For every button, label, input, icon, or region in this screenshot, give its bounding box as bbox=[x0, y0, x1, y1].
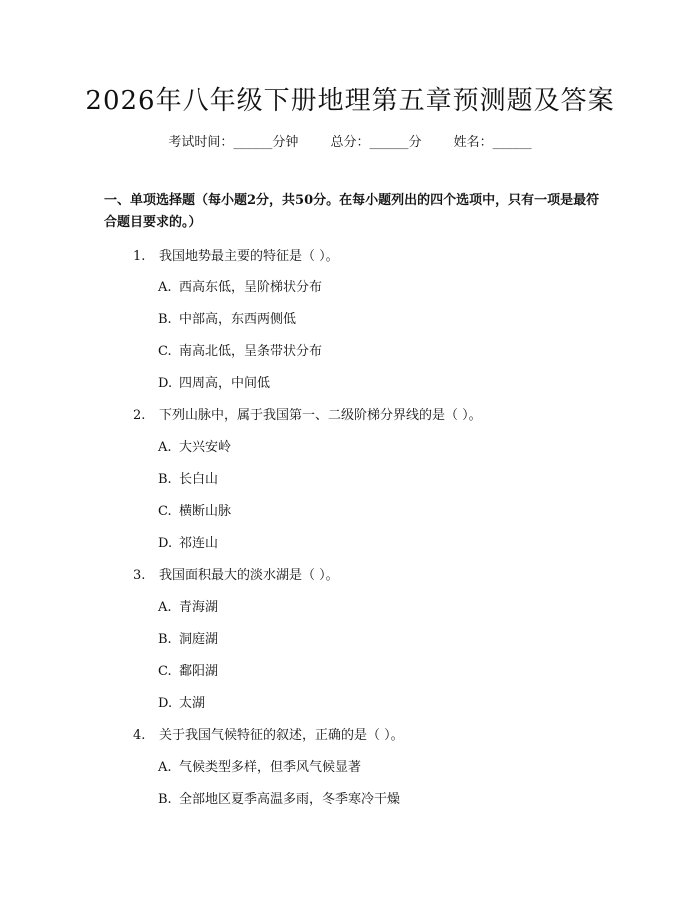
answer-option bbox=[158, 660, 218, 679]
option-label: D. bbox=[158, 696, 173, 711]
answer-option bbox=[158, 308, 296, 327]
question-text: 我国面积最大的淡水湖是（ ）。 bbox=[159, 568, 339, 583]
option-text: 长白山 bbox=[179, 472, 219, 487]
option-label: A. bbox=[158, 440, 172, 455]
option-text: 西高东低，呈阶梯状分布 bbox=[179, 280, 323, 295]
option-text: 横断山脉 bbox=[179, 504, 232, 519]
answer-option bbox=[158, 340, 322, 359]
option-label: D. bbox=[158, 376, 173, 391]
section-heading: 一、单项选择题（每小题2分，共50分。在每小题列出的四个选项中，只有一项是最符合题目要求的。） bbox=[104, 193, 600, 230]
question-text: 关于我国气候特征的叙述，正确的是（ ）。 bbox=[159, 728, 404, 743]
answer-option bbox=[158, 500, 231, 519]
option-text: 全部地区夏季高温多雨，冬季寒冷干燥 bbox=[179, 792, 401, 807]
option-label: A. bbox=[158, 760, 172, 775]
answer-option bbox=[158, 756, 361, 775]
option-text: 祁连山 bbox=[179, 536, 219, 551]
student-name-field: 姓名：______ bbox=[453, 135, 532, 150]
question bbox=[133, 724, 404, 743]
option-text: 青海湖 bbox=[179, 600, 219, 615]
question-number: 4. bbox=[133, 728, 146, 743]
option-label: C. bbox=[158, 664, 172, 679]
question-number: 1. bbox=[133, 249, 146, 264]
question bbox=[133, 245, 339, 264]
answer-option bbox=[158, 692, 205, 711]
document-title: 2026年八年级下册地理第五章预测题及答案 bbox=[85, 86, 615, 116]
option-text: 太湖 bbox=[179, 696, 206, 711]
option-label: A. bbox=[158, 280, 172, 295]
option-text: 中部高，东西两侧低 bbox=[179, 312, 297, 327]
option-label: C. bbox=[158, 504, 172, 519]
total-score-field: 总分：______分 bbox=[330, 135, 422, 150]
option-text: 鄱阳湖 bbox=[179, 664, 219, 679]
answer-option bbox=[158, 436, 231, 455]
answer-option bbox=[158, 372, 270, 391]
answer-option bbox=[158, 596, 218, 615]
question bbox=[133, 564, 339, 583]
exam-time-field: 考试时间：______分钟 bbox=[168, 135, 299, 150]
option-text: 大兴安岭 bbox=[179, 440, 232, 455]
option-label: B. bbox=[158, 312, 172, 327]
question-number: 3. bbox=[133, 568, 146, 583]
answer-option bbox=[158, 468, 218, 487]
option-text: 南高北低，呈条带状分布 bbox=[179, 344, 323, 359]
option-label: B. bbox=[158, 632, 172, 647]
option-label: D. bbox=[158, 536, 173, 551]
question-number: 2. bbox=[133, 408, 146, 423]
exam-meta-row bbox=[0, 131, 700, 150]
question bbox=[133, 404, 482, 423]
option-label: B. bbox=[158, 472, 172, 487]
answer-option bbox=[158, 532, 218, 551]
option-label: B. bbox=[158, 792, 172, 807]
answer-option bbox=[158, 276, 322, 295]
option-label: A. bbox=[158, 600, 172, 615]
answer-option bbox=[158, 788, 400, 807]
question-text: 下列山脉中，属于我国第一、二级阶梯分界线的是（ ）。 bbox=[159, 408, 482, 423]
question-text: 我国地势最主要的特征是（ ）。 bbox=[159, 249, 339, 264]
option-text: 四周高，中间低 bbox=[179, 376, 271, 391]
option-text: 洞庭湖 bbox=[179, 632, 219, 647]
option-label: C. bbox=[158, 344, 172, 359]
answer-option bbox=[158, 628, 218, 647]
option-text: 气候类型多样，但季风气候显著 bbox=[179, 760, 362, 775]
